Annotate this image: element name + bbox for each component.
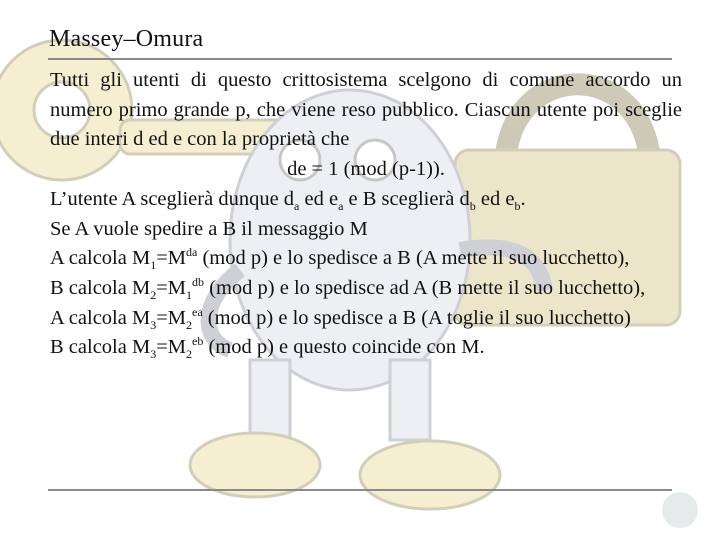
title-divider (48, 58, 672, 60)
congruence-formula: de = 1 (mod (p-1)). (287, 158, 445, 181)
send-message-line: Se A vuole spedire a B il messaggio M (50, 217, 368, 240)
step-item: B calcola $M_3=M_2^{eb}$ (mod p) e questo coincide con M. (50, 334, 485, 362)
slide-body (50, 66, 682, 363)
intro-paragraph: Tutti gli utenti di questo crittosistema scelgono di comune accordo un numero primo grande p, che viene reso pubblico. Ciascun utente poi sceglie due interi d ed e con la proprietà che (50, 69, 682, 151)
step-item: A calcola $M_3=M_2^{ea}$ (mod p) e lo spedisce a B (A toglie il suo lucchetto) (50, 304, 631, 332)
key-choice-line: L’utente A sceglierà dunque $d_a$ ed $e_a$ e B sceglierà $d_b$ ed $e_b$. (50, 187, 526, 213)
step-item: A calcola $M_1=M^{da}$ (mod p) e lo spedisce a B (A mette il suo lucchetto), (50, 245, 630, 273)
page-title: Massey–Omura (49, 26, 204, 52)
step-item: B calcola $M_2=M_1^{db}$ (mod p) e lo spedisce ad A (B mette il suo lucchetto), (50, 275, 646, 303)
footer-divider (48, 489, 672, 491)
